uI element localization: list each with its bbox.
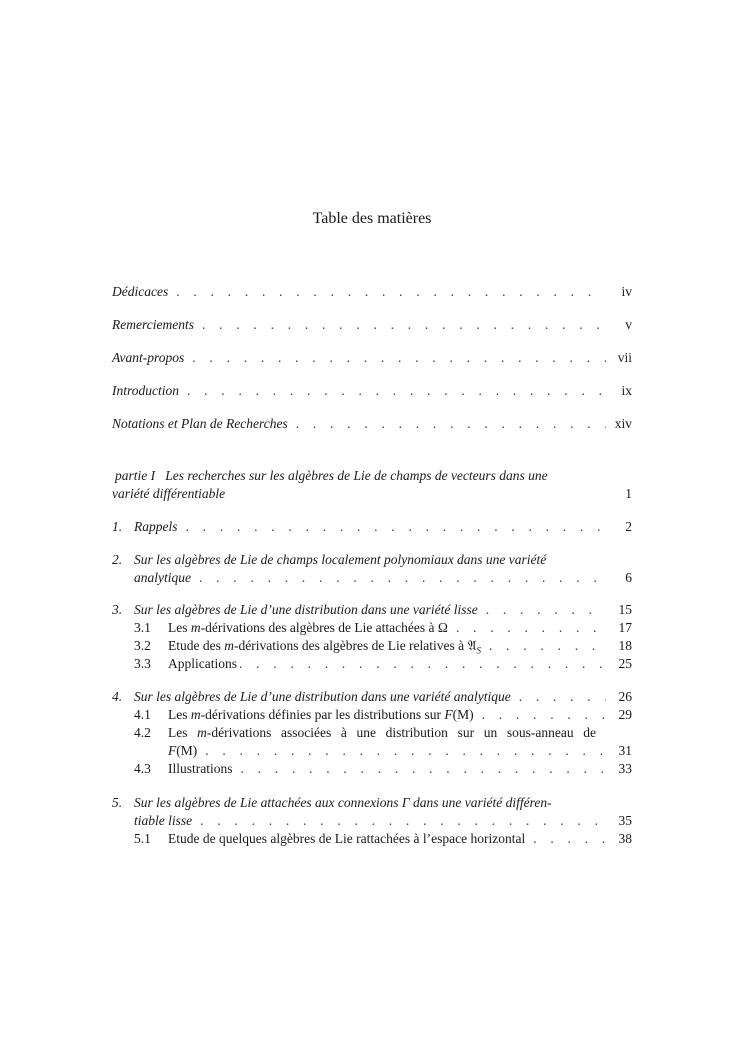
section-page: 17: [618, 620, 632, 635]
entry-label: Introduction: [112, 383, 179, 398]
leader-dots: [519, 688, 606, 706]
toc-entry-notations[interactable]: [112, 415, 632, 433]
leader-dots: [205, 742, 606, 760]
toc-chapter-4[interactable]: 4. Sur les algèbres de Lie d’une distribution dans une variété analytique . . . 26 4.1 Les m-dérivations définies par les distributions sur F(M) . . . 29 4.2 Les m-dérivations associées à une distribution sur un sous-anneau de F(M) . . . 31 4.3 Illustrations . . . 33: [112, 688, 632, 778]
entry-label: Notations et Plan de Recherches: [112, 416, 288, 431]
leader-dots: [456, 619, 606, 637]
toc-chapter-5[interactable]: [112, 794, 632, 848]
leader-dots: [200, 812, 606, 830]
chapter-title: Sur les algèbres de Lie de champs localement polynomiaux dans une variété: [134, 552, 547, 567]
leader-dots: [486, 601, 606, 619]
section-page: 38: [618, 831, 632, 846]
leader-dots: [192, 349, 606, 367]
toc-section-3-2[interactable]: 3.2 Etude des m-dérivations des algèbres de Lie relatives à 𝔄$_S$ . . . 18: [112, 637, 632, 655]
toc-section-5-1[interactable]: 5.1 Etude de quelques algèbres de Lie rattachées à l’espace horizontal . . . 38: [112, 830, 632, 848]
chapter-title: Sur les algèbres de Lie attachées aux connexions Γ dans une variété différen-: [134, 795, 552, 810]
section-number: 3.1: [134, 620, 151, 635]
section-number: 5.1: [134, 831, 151, 846]
leader-dots: [296, 415, 606, 433]
page-title: Table des matières: [312, 210, 432, 227]
section-page: 33: [618, 761, 632, 776]
chapter-number: 3.: [112, 602, 123, 617]
chapter-number: 4.: [112, 689, 123, 704]
toc-section-3-1[interactable]: 3.1 Les m-dérivations des algèbres de Lie attachées à Ω . . . 17: [112, 619, 632, 637]
section-page: 18: [618, 638, 632, 653]
chapter-title-cont: analytique: [134, 570, 191, 585]
part-page: 1: [625, 486, 632, 501]
leader-dots: [533, 830, 606, 848]
chapter-number: 2.: [112, 552, 123, 567]
leader-dots: [202, 316, 606, 334]
leader-dots: [176, 283, 606, 301]
leader-dots: [239, 655, 606, 673]
chapter-page: 35: [618, 813, 632, 828]
toc-section-4-3[interactable]: 4.3 Illustrations . . . 33: [112, 760, 632, 778]
leader-dots: [241, 760, 607, 778]
entry-label: Dédicaces: [112, 284, 169, 299]
part-label: partie I Les recherches sur les algèbres de Lie de champs de vecteurs dans une: [115, 468, 548, 483]
chapter-title: Sur les algèbres de Lie d’une distribution dans une variété analytique: [134, 689, 511, 704]
toc-chapter-3[interactable]: [112, 601, 632, 673]
toc-section-4-1[interactable]: 4.1 Les m-dérivations définies par les distributions sur F(M) . . . 29: [112, 706, 632, 724]
section-page: 29: [618, 707, 632, 722]
entry-page: ix: [621, 383, 632, 398]
section-number: 3.2: [134, 638, 151, 653]
leader-dots: [489, 637, 606, 655]
leader-dots: [199, 569, 606, 587]
chapter-title: Rappels: [134, 519, 178, 534]
section-page: 31: [618, 743, 632, 758]
entry-page: vii: [617, 350, 632, 365]
section-number: 4.2: [134, 725, 151, 740]
leader-dots: [187, 382, 606, 400]
toc-entry-introduction[interactable]: [112, 382, 632, 400]
entry-label: Avant-propos: [112, 350, 185, 365]
toc-part-1[interactable]: [112, 467, 632, 503]
chapter-title: Sur les algèbres de Lie d’une distribution dans une variété lisse: [134, 602, 478, 617]
entry-label: Remerciements: [112, 317, 194, 332]
chapter-page: 6: [625, 570, 632, 585]
section-number: 3.3: [134, 656, 151, 671]
section-number: 4.1: [134, 707, 151, 722]
section-page: 25: [618, 656, 632, 671]
toc-entry-dedicaces[interactable]: [112, 283, 632, 301]
chapter-title-cont: tiable lisse: [134, 813, 193, 828]
leader-dots: [482, 706, 606, 724]
toc-chapter-1[interactable]: [112, 518, 632, 536]
chapter-number: 1.: [112, 519, 123, 534]
chapter-number: 5.: [112, 795, 123, 810]
entry-page: xiv: [614, 416, 632, 431]
part-title-cont: variété différentiable: [112, 486, 226, 501]
chapter-page: 2: [625, 519, 632, 534]
toc-section-4-2[interactable]: 4.2 Les m-dérivations associées à une distribution sur un sous-anneau de: [134, 725, 596, 740]
toc-entry-remerciements[interactable]: [112, 316, 632, 334]
chapter-page: 15: [618, 602, 632, 617]
entry-page: iv: [621, 284, 632, 299]
toc-entry-avant-propos[interactable]: [112, 349, 632, 367]
toc-chapter-2[interactable]: [112, 551, 632, 587]
toc-section-3-3[interactable]: 3.3 Applications . . . 25: [112, 655, 632, 673]
entry-page: v: [625, 317, 632, 332]
chapter-page: 26: [618, 689, 632, 704]
section-number: 4.3: [134, 761, 151, 776]
leader-dots: [186, 518, 607, 536]
